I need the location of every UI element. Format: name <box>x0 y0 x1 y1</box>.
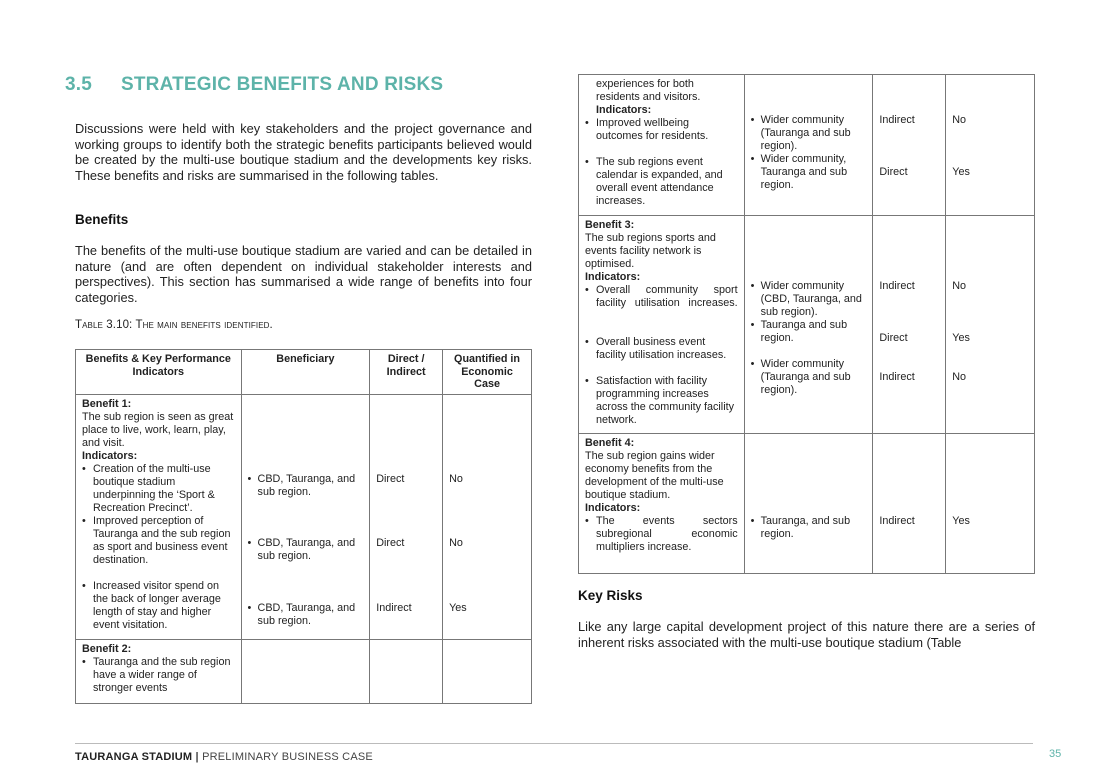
table-header-row <box>76 350 532 395</box>
benefit-1-beneficiary-2: • CBD, Tauranga, and sub region. <box>248 537 364 602</box>
benefit-2-description: • Tauranga and the sub region have a wider range of stronger events <box>82 656 235 695</box>
benefit-4-title: Benefit 4: <box>585 437 635 449</box>
benefits-table-part-2 <box>578 74 1035 574</box>
benefit-3-quantified-1: No <box>952 280 967 292</box>
benefit-1-indicator-3: • Increased visitor spend on the back of longer average length of stay and higher event visitation. <box>82 580 235 632</box>
section-title <box>65 74 443 96</box>
page-number: 35 <box>1049 748 1062 760</box>
header-quantified: Quantified in Economic Case <box>443 350 532 395</box>
benefit-2-continued-row <box>579 75 1035 216</box>
benefits-table-part-1 <box>75 349 532 704</box>
footer-document-title: PRELIMINARY BUSINESS CASE <box>202 751 373 763</box>
benefit-2-indicator-2: • The sub regions event calendar is expanded, and overall event attendance increases. <box>585 156 738 208</box>
benefit-2-quantified-cell <box>946 75 1035 216</box>
benefit-2-beneficiary-2: • Wider community, Tauranga and sub region. <box>751 153 867 192</box>
benefit-2-row <box>76 639 532 703</box>
benefit-2-continued-text: experiences for both residents and visitors. <box>596 78 701 103</box>
benefit-1-beneficiary-1: • CBD, Tauranga, and sub region. <box>248 473 364 537</box>
benefit-3-direct-2: Direct <box>879 332 908 344</box>
benefit-1-description: The sub region is seen as great place to live, work, learn, play, and visit. <box>82 410 234 449</box>
footer-brand: TAURANGA STADIUM <box>75 751 193 763</box>
benefits-paragraph: The benefits of the multi-use boutique stadium are varied and can be detailed in nature (and are often dependent on individual stakeholder interests and perspectives). This section has summarised a wide range of benefits into four categories. <box>75 243 532 305</box>
benefit-1-quantified-2: No <box>449 536 463 549</box>
benefit-2-beneficiary-cell <box>744 75 873 216</box>
benefit-3-beneficiary-3: • Wider community (Tauranga and sub region). <box>751 358 867 397</box>
benefit-1-direct-2: Direct <box>376 536 405 549</box>
benefit-1-title: Benefit 1: <box>82 397 132 410</box>
benefit-1-cell <box>76 394 242 639</box>
section-number: 3.5 <box>65 74 93 95</box>
benefit-3-cell <box>579 216 745 434</box>
benefit-2-direct-cell <box>873 75 946 216</box>
benefit-2-direct-2: Direct <box>879 166 908 178</box>
benefit-2-indicators-label: Indicators: <box>596 104 652 116</box>
benefit-2-direct-1: Indirect <box>879 114 915 126</box>
benefit-1-indicators-label: Indicators: <box>82 449 138 462</box>
benefit-4-cell <box>579 434 745 574</box>
benefit-4-direct-1: Indirect <box>879 515 915 527</box>
header-beneficiary: Beneficiary <box>241 350 370 395</box>
benefit-3-indicators-label: Indicators: <box>585 271 641 283</box>
benefit-4-beneficiary-cell <box>744 434 873 574</box>
benefit-4-direct-cell <box>873 434 946 574</box>
benefit-3-indicator-1: • Overall community sport facility utilisation increases. <box>585 284 738 336</box>
benefit-3-beneficiary-1: • Wider community (CBD, Tauranga, and sub region). <box>751 280 867 319</box>
benefit-1-indicator-2: • Improved perception of Tauranga and the sub region as sport and business event destination. <box>82 515 235 580</box>
benefit-4-beneficiary-1: • Tauranga, and sub region. <box>751 515 867 541</box>
benefit-1-direct-3: Indirect <box>376 601 412 614</box>
benefit-2-continued-cell <box>579 75 745 216</box>
benefit-1-direct-cell <box>370 394 443 639</box>
benefit-1-quantified-cell <box>443 394 532 639</box>
benefit-2-quantified-empty <box>443 639 532 703</box>
benefit-1-quantified-1: No <box>449 472 463 485</box>
benefit-3-beneficiary-2: • Tauranga and sub region. <box>751 319 867 358</box>
benefit-4-row <box>579 434 1035 574</box>
benefit-1-beneficiary-cell <box>241 394 370 639</box>
table-caption <box>75 319 273 331</box>
benefit-1-indicator-1: • Creation of the multi-use boutique stadium underpinning the ‘Sport & Recreation Precinct’. <box>82 463 235 515</box>
benefit-2-cell <box>76 639 242 703</box>
benefit-2-beneficiary-1: • Wider community (Tauranga and sub region). <box>751 114 867 153</box>
benefit-2-indicator-1: • Improved wellbeing outcomes for residents. <box>585 117 738 156</box>
benefit-3-indicator-2: • Overall business event facility utilisation increases. <box>585 336 738 375</box>
footer <box>75 751 373 763</box>
benefit-2-quantified-2: Yes <box>952 166 970 178</box>
section-heading: STRATEGIC BENEFITS AND RISKS <box>121 74 444 95</box>
benefit-1-row <box>76 394 532 639</box>
benefit-3-quantified-2: Yes <box>952 332 970 344</box>
benefit-3-direct-3: Indirect <box>879 371 915 383</box>
table-caption-text: Table 3.10: The main benefits identified. <box>75 319 273 331</box>
benefit-4-description: The sub region gains wider economy benefits from the development of the multi-use boutique stadium. <box>585 450 724 501</box>
footer-separator: | <box>192 751 203 763</box>
footer-divider <box>75 743 1033 744</box>
benefit-3-row <box>579 216 1035 434</box>
benefit-3-indicator-3: • Satisfaction with facility programming increases across the community facility network. <box>585 375 738 427</box>
benefit-2-beneficiary-empty <box>241 639 370 703</box>
benefit-2-direct-empty <box>370 639 443 703</box>
benefit-1-beneficiary-3: • CBD, Tauranga, and sub region. <box>248 602 364 628</box>
benefit-4-quantified-cell <box>946 434 1035 574</box>
benefit-3-description: The sub regions sports and events facility network is optimised. <box>585 232 716 270</box>
benefit-3-beneficiary-cell <box>744 216 873 434</box>
benefit-4-quantified-1: Yes <box>952 515 970 527</box>
benefit-3-quantified-cell <box>946 216 1035 434</box>
benefit-1-quantified-3: Yes <box>449 601 467 614</box>
key-risks-heading: Key Risks <box>578 588 643 603</box>
benefit-4-indicator-1: • The events sectors subregional economic multipliers increase. <box>585 515 738 554</box>
benefit-3-direct-1: Indirect <box>879 280 915 292</box>
intro-paragraph: Discussions were held with key stakeholders and the project governance and working groups to identify both the strategic benefits participants believed would be created by the multi-use boutique stadium and the developments key risks. These benefits and risks are summarised in the following tables. <box>75 121 532 183</box>
header-direct-indirect: Direct / Indirect <box>370 350 443 395</box>
benefits-heading: Benefits <box>75 212 129 227</box>
header-benefits: Benefits & Key Performance Indicators <box>76 350 242 395</box>
benefit-2-quantified-1: No <box>952 114 967 126</box>
benefit-3-quantified-3: No <box>952 371 967 383</box>
benefit-4-indicators-label: Indicators: <box>585 502 641 514</box>
key-risks-paragraph: Like any large capital development project of this nature there are a series of inherent risks associated with the multi-use boutique stadium (Table <box>578 619 1035 650</box>
benefit-3-title: Benefit 3: <box>585 219 635 231</box>
benefit-1-direct-1: Direct <box>376 472 405 485</box>
benefit-2-title: Benefit 2: <box>82 642 132 655</box>
benefit-3-direct-cell <box>873 216 946 434</box>
